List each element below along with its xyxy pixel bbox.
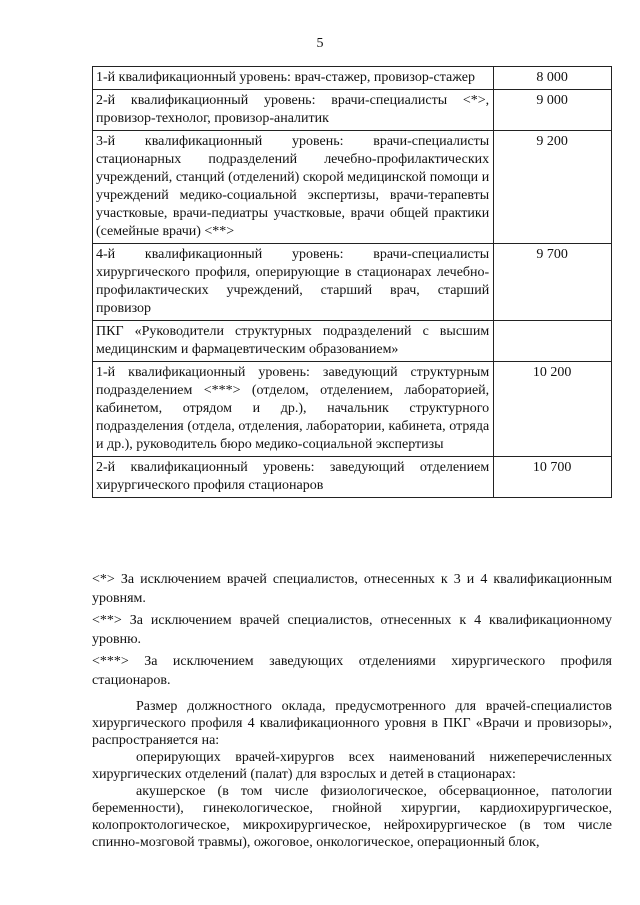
- footnote: <**> За исключением врачей специалистов, отнесенных к 4 квалификационному уровню.: [92, 613, 612, 647]
- table-row: [93, 90, 612, 131]
- qualification-level-cell: 2-й квалификационный уровень: врачи-специалисты <*>, провизор-технолог, провизор-аналитик: [93, 90, 494, 131]
- table-row: [93, 67, 612, 90]
- salary-amount-cell: 8 000: [494, 67, 612, 90]
- page-number: 5: [316, 36, 324, 51]
- salary-table: [92, 66, 612, 498]
- qualification-level-cell: 4-й квалификационный уровень: врачи-специалисты хирургического профиля, оперирующие в стационарах лечебно-профилактических учреждений, старший врач, старший провизор: [93, 244, 494, 321]
- table-row: [93, 244, 612, 321]
- salary-amount-cell: 9 700: [494, 244, 612, 321]
- salary-amount-cell: 10 200: [494, 362, 612, 457]
- qualification-level-cell: 1-й квалификационный уровень: врач-стажер, провизор-стажер: [93, 67, 494, 90]
- qualification-level-cell: 2-й квалификационный уровень: заведующий отделением хирургического профиля стационаров: [93, 457, 494, 498]
- body-text: [92, 698, 612, 851]
- table-row: [93, 457, 612, 498]
- notes-section: [92, 570, 612, 851]
- qualification-level-cell: 1-й квалификационный уровень: заведующий структурным подразделением <***> (отделом, отделением, лабораторией, кабинетом, отрядом и др.), начальник структурного подразделения (отдела, отделения, лаборатории, кабинета, отряда и др.), руководитель бюро медико-социальной экспертизы: [93, 362, 494, 457]
- salary-amount-cell: 9 000: [494, 90, 612, 131]
- salary-amount-cell: 9 200: [494, 131, 612, 244]
- paragraph: акушерское (в том числе физиологическое, обсервационное, патологии беременности), гинекологическое, гнойной хирургии, кардиохирургическое, колопроктологическое, микрохирургическое, нейрохирургическое (в том числе спинно-мозговой травмы), ожоговое, онкологическое, операционный блок,: [92, 784, 612, 850]
- group-heading-cell: ПКГ «Руководители структурных подразделений с высшим медицинским и фармацевтическим образованием»: [93, 321, 494, 362]
- qualification-level-cell: 3-й квалификационный уровень: врачи-специалисты стационарных подразделений лечебно-профилактических учреждений, станций (отделений) скорой медицинской помощи и учреждений медико-социальной экспертизы, врачи-терапевты участковые, врачи-педиатры участковые, врачи общей практики (семейные врачи) <**>: [93, 131, 494, 244]
- paragraph: Размер должностного оклада, предусмотренного для врачей-специалистов хирургического профиля 4 квалификационного уровня в ПКГ «Врачи и провизоры», распространяется на:: [92, 699, 612, 748]
- paragraph: оперирующих врачей-хирургов всех наименований нижеперечисленных хирургических отделений (палат) для взрослых и детей в стационарах:: [92, 750, 612, 782]
- salary-amount-cell: [494, 321, 612, 362]
- footnote: <*> За исключением врачей специалистов, отнесенных к 3 и 4 квалификационным уровням.: [92, 572, 612, 606]
- table-row: [93, 362, 612, 457]
- salary-amount-cell: 10 700: [494, 457, 612, 498]
- footnote: <***> За исключением заведующих отделениями хирургического профиля стационаров.: [92, 654, 612, 688]
- table-row: [93, 131, 612, 244]
- table-row: [93, 321, 612, 362]
